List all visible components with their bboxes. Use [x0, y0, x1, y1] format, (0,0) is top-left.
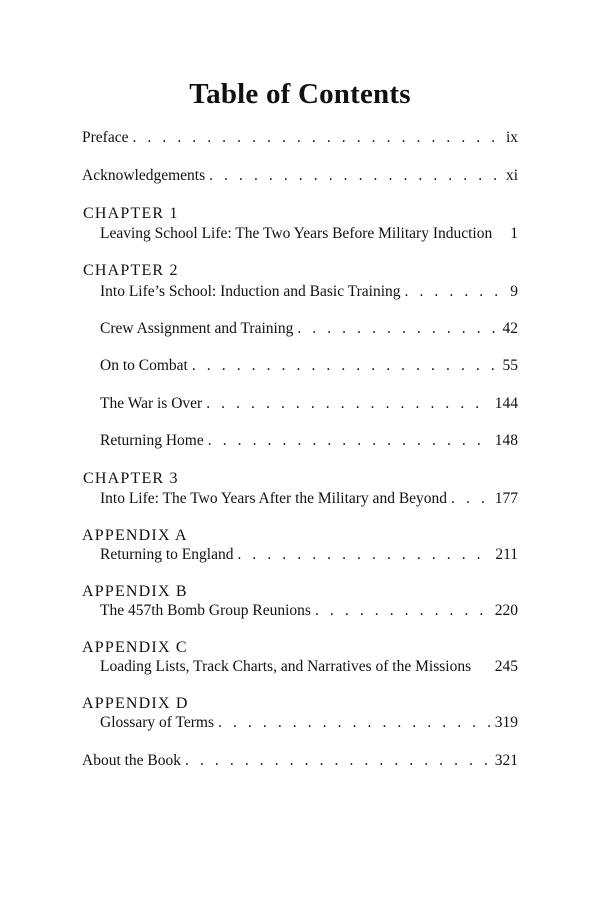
toc-page-number: 245 [494, 658, 518, 675]
toc-page-number: 148 [494, 432, 518, 449]
toc-entry-about[interactable] [82, 751, 518, 771]
toc-page-number: 220 [494, 602, 518, 619]
toc-entry-label: Crew Assignment and Training [100, 320, 294, 337]
leader-dots [132, 128, 501, 148]
toc-page-number: 319 [494, 714, 518, 731]
leader-dots [218, 713, 491, 733]
toc-entry-label: Returning to England [100, 546, 234, 563]
toc-entry-acknowledgements[interactable] [82, 166, 518, 186]
leader-dots [315, 601, 491, 621]
toc-entry-label: Into Life’s School: Induction and Basic Training [100, 283, 401, 300]
leader-dots [451, 489, 491, 509]
leader-dots [209, 166, 502, 186]
toc-entry-label: Acknowledgements [82, 167, 206, 184]
section-heading-appendix-b: APPENDIX B [82, 583, 188, 600]
toc-entry[interactable] [100, 601, 518, 621]
toc-entry-preface[interactable] [82, 128, 518, 148]
toc-page-number: 1 [510, 225, 518, 242]
leader-dots [192, 356, 499, 376]
toc-page-number: 321 [494, 752, 518, 769]
toc-entry-label: Into Life: The Two Years After the Military and Beyond [100, 490, 448, 507]
toc-entry[interactable] [100, 394, 518, 414]
section-heading-chapter-2: CHAPTER 2 [83, 262, 179, 279]
toc-entry[interactable] [100, 713, 518, 733]
toc-entry-label: The War is Over [100, 395, 203, 412]
toc-page-number: ix [505, 129, 518, 146]
toc-page-number: 177 [494, 490, 518, 507]
toc-entry-label: On to Combat [100, 357, 188, 374]
toc-entry-label: The 457th Bomb Group Reunions [100, 602, 311, 619]
toc-page-number: 55 [502, 357, 518, 374]
toc-entry-label: Returning Home [100, 432, 204, 449]
leader-dots [185, 751, 491, 771]
toc-entry[interactable] [100, 657, 518, 677]
toc-entry[interactable] [100, 356, 518, 376]
toc-entry[interactable] [100, 489, 518, 509]
section-heading-appendix-a: APPENDIX A [82, 527, 188, 544]
leader-dots [297, 319, 498, 339]
toc-page-number: 9 [510, 283, 518, 300]
toc-entry[interactable] [100, 545, 518, 565]
section-heading-chapter-1: CHAPTER 1 [83, 205, 179, 222]
toc-page-number: 144 [494, 395, 518, 412]
leader-dots [237, 545, 491, 565]
toc-page-number: 42 [502, 320, 518, 337]
toc-entry-label: Preface [82, 129, 129, 146]
toc-entry-label: Loading Lists, Track Charts, and Narratives of the Missions [100, 658, 472, 675]
toc-entry[interactable] [100, 282, 518, 302]
toc-entry-label: Leaving School Life: The Two Years Before Military Induction [100, 225, 493, 242]
toc-entry[interactable] [100, 319, 518, 339]
toc-entry-label: About the Book [82, 752, 182, 769]
toc-page-number: xi [505, 167, 518, 184]
page-title: Table of Contents [189, 78, 411, 110]
leader-dots [206, 394, 491, 414]
section-heading-appendix-c: APPENDIX C [82, 639, 188, 656]
section-heading-chapter-3: CHAPTER 3 [83, 470, 179, 487]
toc-entry[interactable] [100, 431, 518, 451]
toc-page-number: 211 [495, 546, 518, 563]
leader-dots [208, 431, 491, 451]
leader-dots [405, 282, 507, 302]
toc-entry-label: Glossary of Terms [100, 714, 215, 731]
section-heading-appendix-d: APPENDIX D [82, 695, 189, 712]
toc-entry[interactable] [100, 224, 518, 244]
